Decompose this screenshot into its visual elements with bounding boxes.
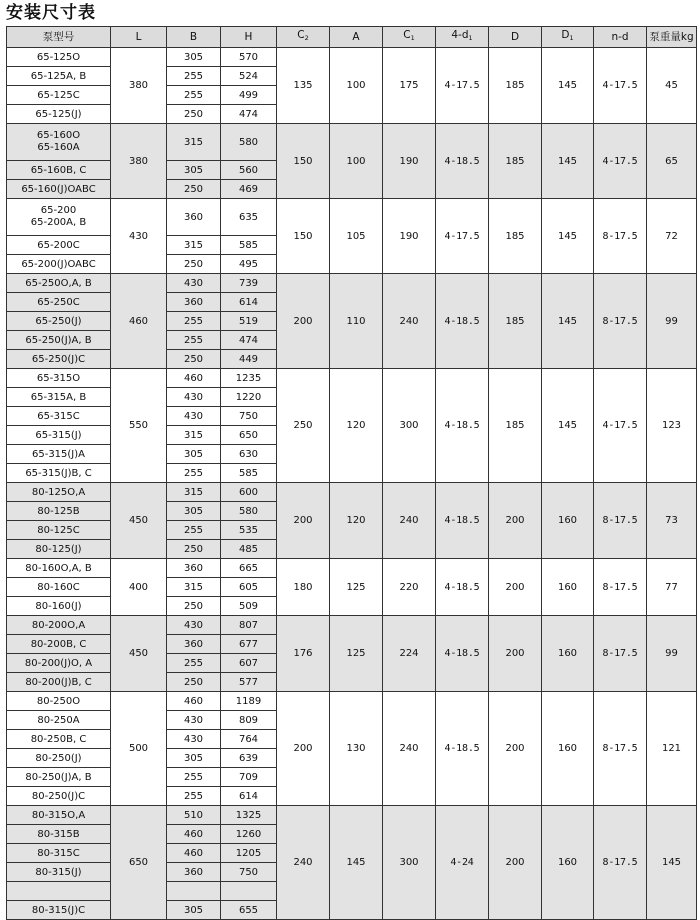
weight-cell: 73	[647, 483, 697, 559]
H-cell: 580	[221, 502, 277, 521]
model-cell: 80-125C	[7, 521, 111, 540]
nd-cell: 4-17.5	[594, 48, 647, 124]
header-d1-sub: 1	[468, 34, 473, 42]
D-cell: 185	[489, 48, 542, 124]
table-row	[7, 692, 697, 711]
A-cell: 125	[330, 559, 383, 616]
B-cell: 430	[167, 388, 221, 407]
nd-cell: 8-17.5	[594, 559, 647, 616]
model-cell: 80-315B	[7, 825, 111, 844]
nd-cell: 8-17.5	[594, 806, 647, 920]
model-cell: 80-125B	[7, 502, 111, 521]
nd-cell: 8-17.5	[594, 483, 647, 559]
H-cell: 807	[221, 616, 277, 635]
H-cell: 509	[221, 597, 277, 616]
B-cell: 360	[167, 293, 221, 312]
H-cell: 577	[221, 673, 277, 692]
D-cell: 185	[489, 369, 542, 483]
H-cell: 607	[221, 654, 277, 673]
model-cell: 80-250(J)A, B	[7, 768, 111, 787]
D1-cell: 145	[542, 274, 594, 369]
header-L: L	[111, 27, 167, 48]
model-cell: 80-160C	[7, 578, 111, 597]
model-cell: 65-315(J)	[7, 426, 111, 445]
d1-cell: 4-24	[436, 806, 489, 920]
B-cell: 305	[167, 445, 221, 464]
model-cell: 65-315(J)B, C	[7, 464, 111, 483]
header-C2-label: C	[297, 29, 305, 41]
D1-cell: 160	[542, 806, 594, 920]
L-cell: 430	[111, 199, 167, 274]
C1-cell: 240	[383, 483, 436, 559]
B-cell: 255	[167, 67, 221, 86]
header-C2-sub: 2	[304, 34, 309, 42]
d1-cell: 4-18.5	[436, 559, 489, 616]
model-cell: 80-250(J)C	[7, 787, 111, 806]
model-cell: 65-200(J)OABC	[7, 255, 111, 274]
B-cell: 360	[167, 559, 221, 578]
weight-cell: 72	[647, 199, 697, 274]
L-cell: 450	[111, 616, 167, 692]
table-row	[7, 199, 697, 236]
A-cell: 120	[330, 369, 383, 483]
model-name-alt: 65-200A, B	[30, 217, 87, 228]
B-cell: 315	[167, 236, 221, 255]
B-cell: 255	[167, 521, 221, 540]
table-row	[7, 483, 697, 502]
D1-cell: 145	[542, 199, 594, 274]
header-D1-sub: 1	[569, 34, 574, 42]
nd-cell: 4-17.5	[594, 369, 647, 483]
A-cell: 105	[330, 199, 383, 274]
H-cell: 600	[221, 483, 277, 502]
table-row	[7, 48, 697, 67]
d1-cell: 4-18.5	[436, 369, 489, 483]
model-cell: 80-200(J)O, A	[7, 654, 111, 673]
A-cell: 130	[330, 692, 383, 806]
C1-cell: 190	[383, 199, 436, 274]
L-cell: 500	[111, 692, 167, 806]
B-cell: 305	[167, 48, 221, 67]
model-cell: 65-200C	[7, 236, 111, 255]
H-cell: 665	[221, 559, 277, 578]
H-cell: 750	[221, 863, 277, 882]
B-cell: 250	[167, 597, 221, 616]
L-cell: 380	[111, 124, 167, 199]
nd-cell: 8-17.5	[594, 692, 647, 806]
B-cell: 510	[167, 806, 221, 825]
model-cell	[7, 199, 111, 236]
C2-cell: 180	[277, 559, 330, 616]
B-cell: 430	[167, 730, 221, 749]
C2-cell: 250	[277, 369, 330, 483]
model-cell: 65-160(J)OABC	[7, 180, 111, 199]
d1-cell: 4-18.5	[436, 616, 489, 692]
D-cell: 185	[489, 124, 542, 199]
d1-cell: 4-17.5	[436, 199, 489, 274]
model-cell: 80-250O	[7, 692, 111, 711]
H-cell: 739	[221, 274, 277, 293]
model-cell: 65-125O	[7, 48, 111, 67]
model-cell: 65-315C	[7, 407, 111, 426]
C2-cell: 240	[277, 806, 330, 920]
H-cell: 614	[221, 293, 277, 312]
B-cell: 250	[167, 105, 221, 124]
A-cell: 110	[330, 274, 383, 369]
H-cell: 605	[221, 578, 277, 597]
C2-cell: 135	[277, 48, 330, 124]
H-cell: 585	[221, 236, 277, 255]
table-row	[7, 369, 697, 388]
B-cell: 315	[167, 124, 221, 161]
weight-cell: 145	[647, 806, 697, 920]
C2-cell: 150	[277, 199, 330, 274]
D-cell: 200	[489, 692, 542, 806]
H-cell: 535	[221, 521, 277, 540]
C1-cell: 190	[383, 124, 436, 199]
model-cell: 80-315(J)	[7, 863, 111, 882]
C1-cell: 300	[383, 806, 436, 920]
weight-cell: 45	[647, 48, 697, 124]
B-cell: 315	[167, 483, 221, 502]
H-cell: 1189	[221, 692, 277, 711]
B-cell: 255	[167, 86, 221, 105]
page-title: 安装尺寸表	[6, 3, 96, 23]
H-cell: 585	[221, 464, 277, 483]
H-cell: 524	[221, 67, 277, 86]
header-C1-label: C	[403, 29, 411, 41]
model-cell: 80-315O,A	[7, 806, 111, 825]
B-cell: 255	[167, 312, 221, 331]
nd-cell: 4-17.5	[594, 124, 647, 199]
header-A: A	[330, 27, 383, 48]
header-d1-label: 4-d	[451, 29, 469, 41]
weight-cell: 99	[647, 616, 697, 692]
header-model: 泵型号	[7, 27, 111, 48]
C1-cell: 175	[383, 48, 436, 124]
D-cell: 185	[489, 199, 542, 274]
C1-cell: 240	[383, 692, 436, 806]
H-cell: 560	[221, 161, 277, 180]
C2-cell: 200	[277, 483, 330, 559]
B-cell: 255	[167, 331, 221, 350]
table-row	[7, 124, 697, 161]
D-cell: 200	[489, 616, 542, 692]
B-cell: 460	[167, 692, 221, 711]
B-cell: 360	[167, 635, 221, 654]
D-cell: 185	[489, 274, 542, 369]
C1-cell: 224	[383, 616, 436, 692]
B-cell: 305	[167, 901, 221, 920]
D1-cell: 145	[542, 124, 594, 199]
model-cell: 65-315O	[7, 369, 111, 388]
model-name: 65-160O	[36, 130, 81, 141]
H-cell: 469	[221, 180, 277, 199]
header-D1	[542, 27, 594, 48]
H-cell: 499	[221, 86, 277, 105]
model-cell: 65-125(J)	[7, 105, 111, 124]
model-cell: 65-315(J)A	[7, 445, 111, 464]
d1-cell: 4-18.5	[436, 692, 489, 806]
model-cell: 80-315C	[7, 844, 111, 863]
header-D1-label: D	[561, 29, 570, 41]
B-cell: 250	[167, 180, 221, 199]
nd-cell: 8-17.5	[594, 199, 647, 274]
D1-cell: 145	[542, 48, 594, 124]
header-weight: 泵重量kg	[647, 27, 697, 48]
B-cell: 250	[167, 540, 221, 559]
table-row	[7, 806, 697, 825]
model-cell: 80-125O,A	[7, 483, 111, 502]
model-cell: 65-160B, C	[7, 161, 111, 180]
B-cell: 430	[167, 711, 221, 730]
weight-cell: 65	[647, 124, 697, 199]
L-cell: 650	[111, 806, 167, 920]
D1-cell: 160	[542, 616, 594, 692]
C2-cell: 150	[277, 124, 330, 199]
L-cell: 380	[111, 48, 167, 124]
B-cell: 255	[167, 654, 221, 673]
model-cell: 65-250(J)	[7, 312, 111, 331]
d1-cell: 4-18.5	[436, 483, 489, 559]
weight-cell: 77	[647, 559, 697, 616]
B-cell: 460	[167, 825, 221, 844]
L-cell: 400	[111, 559, 167, 616]
model-cell: 65-250(J)C	[7, 350, 111, 369]
header-D: D	[489, 27, 542, 48]
C1-cell: 300	[383, 369, 436, 483]
B-cell: 250	[167, 350, 221, 369]
model-cell: 65-250O,A, B	[7, 274, 111, 293]
B-cell: 255	[167, 768, 221, 787]
B-cell	[167, 882, 221, 901]
table-row	[7, 274, 697, 293]
model-cell: 65-250C	[7, 293, 111, 312]
L-cell: 550	[111, 369, 167, 483]
B-cell: 305	[167, 161, 221, 180]
H-cell: 580	[221, 124, 277, 161]
B-cell: 315	[167, 426, 221, 445]
d1-cell: 4-17.5	[436, 48, 489, 124]
weight-cell: 121	[647, 692, 697, 806]
H-cell: 635	[221, 199, 277, 236]
header-H: H	[221, 27, 277, 48]
model-cell	[7, 124, 111, 161]
header-row	[7, 27, 697, 48]
table-row	[7, 559, 697, 578]
model-cell: 65-125C	[7, 86, 111, 105]
C2-cell: 200	[277, 274, 330, 369]
B-cell: 460	[167, 844, 221, 863]
D1-cell: 160	[542, 559, 594, 616]
H-cell: 650	[221, 426, 277, 445]
H-cell: 485	[221, 540, 277, 559]
installation-dimensions-table	[6, 26, 697, 920]
model-cell: 80-250(J)	[7, 749, 111, 768]
D-cell: 200	[489, 559, 542, 616]
A-cell: 145	[330, 806, 383, 920]
H-cell: 614	[221, 787, 277, 806]
B-cell: 430	[167, 407, 221, 426]
H-cell: 809	[221, 711, 277, 730]
model-cell: 65-315A, B	[7, 388, 111, 407]
H-cell: 474	[221, 331, 277, 350]
C1-cell: 220	[383, 559, 436, 616]
model-cell: 80-315(J)C	[7, 901, 111, 920]
model-cell: 80-160O,A, B	[7, 559, 111, 578]
C2-cell: 176	[277, 616, 330, 692]
H-cell: 655	[221, 901, 277, 920]
H-cell: 449	[221, 350, 277, 369]
D1-cell: 160	[542, 692, 594, 806]
H-cell: 639	[221, 749, 277, 768]
D-cell: 200	[489, 483, 542, 559]
B-cell: 460	[167, 369, 221, 388]
H-cell: 1205	[221, 844, 277, 863]
header-C1	[383, 27, 436, 48]
header-B: B	[167, 27, 221, 48]
model-cell: 65-125A, B	[7, 67, 111, 86]
B-cell: 430	[167, 616, 221, 635]
D1-cell: 160	[542, 483, 594, 559]
B-cell: 430	[167, 274, 221, 293]
H-cell: 750	[221, 407, 277, 426]
L-cell: 450	[111, 483, 167, 559]
nd-cell: 8-17.5	[594, 616, 647, 692]
H-cell: 1220	[221, 388, 277, 407]
model-cell: 80-200(J)B, C	[7, 673, 111, 692]
H-cell: 1325	[221, 806, 277, 825]
H-cell: 1235	[221, 369, 277, 388]
model-cell	[7, 882, 111, 901]
B-cell: 305	[167, 749, 221, 768]
H-cell: 630	[221, 445, 277, 464]
model-name: 65-200	[40, 205, 77, 216]
H-cell	[221, 882, 277, 901]
B-cell: 305	[167, 502, 221, 521]
H-cell: 709	[221, 768, 277, 787]
weight-cell: 99	[647, 274, 697, 369]
H-cell: 764	[221, 730, 277, 749]
model-cell: 80-125(J)	[7, 540, 111, 559]
weight-cell: 123	[647, 369, 697, 483]
d1-cell: 4-18.5	[436, 124, 489, 199]
model-cell: 65-250(J)A, B	[7, 331, 111, 350]
model-cell: 80-250A	[7, 711, 111, 730]
header-d1	[436, 27, 489, 48]
C2-cell: 200	[277, 692, 330, 806]
A-cell: 120	[330, 483, 383, 559]
model-cell: 80-200B, C	[7, 635, 111, 654]
H-cell: 1260	[221, 825, 277, 844]
model-name-alt: 65-160A	[37, 142, 80, 153]
H-cell: 495	[221, 255, 277, 274]
D-cell: 200	[489, 806, 542, 920]
B-cell: 360	[167, 199, 221, 236]
A-cell: 100	[330, 124, 383, 199]
header-nd: n-d	[594, 27, 647, 48]
header-C2	[277, 27, 330, 48]
B-cell: 360	[167, 863, 221, 882]
B-cell: 255	[167, 787, 221, 806]
H-cell: 677	[221, 635, 277, 654]
model-cell: 80-160(J)	[7, 597, 111, 616]
model-cell: 80-250B, C	[7, 730, 111, 749]
H-cell: 570	[221, 48, 277, 67]
table-row	[7, 616, 697, 635]
B-cell: 250	[167, 255, 221, 274]
B-cell: 255	[167, 464, 221, 483]
d1-cell: 4-18.5	[436, 274, 489, 369]
nd-cell: 8-17.5	[594, 274, 647, 369]
model-cell: 80-200O,A	[7, 616, 111, 635]
A-cell: 100	[330, 48, 383, 124]
C1-cell: 240	[383, 274, 436, 369]
D1-cell: 145	[542, 369, 594, 483]
B-cell: 315	[167, 578, 221, 597]
H-cell: 519	[221, 312, 277, 331]
L-cell: 460	[111, 274, 167, 369]
B-cell: 250	[167, 673, 221, 692]
A-cell: 125	[330, 616, 383, 692]
header-C1-sub: 1	[410, 34, 415, 42]
H-cell: 474	[221, 105, 277, 124]
